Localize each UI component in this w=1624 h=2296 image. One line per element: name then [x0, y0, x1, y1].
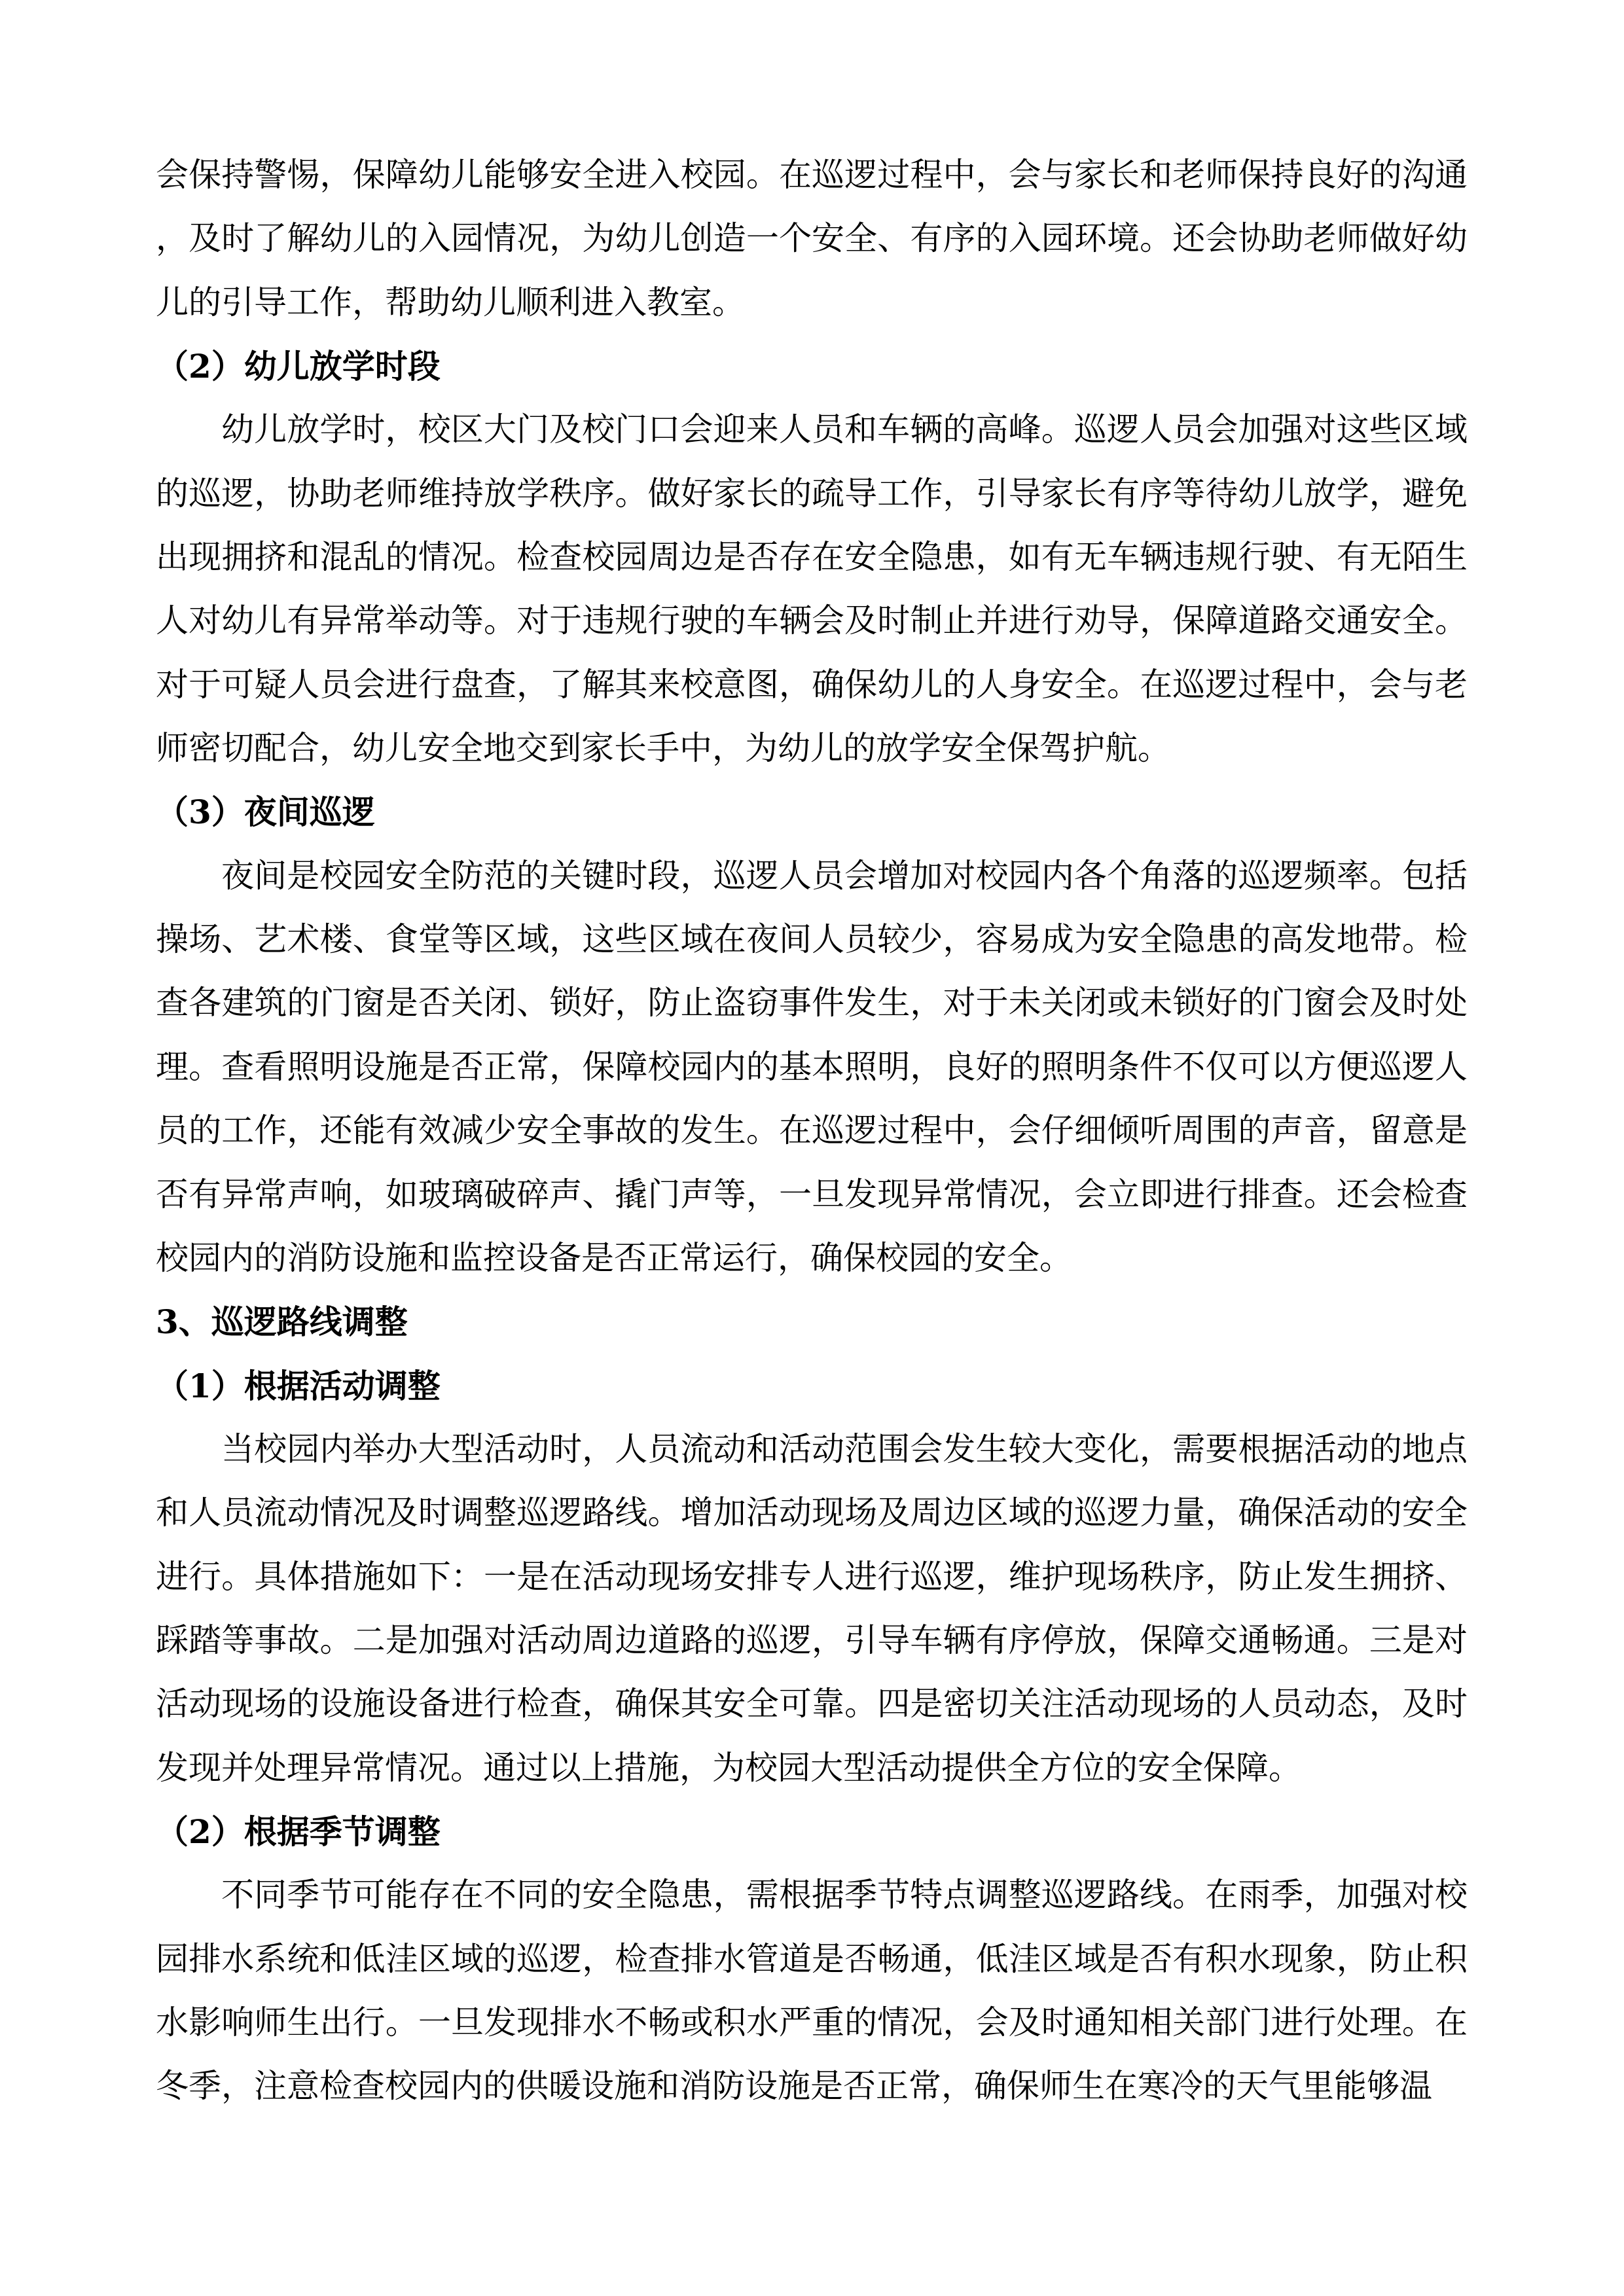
paragraph-entry-patrol-continued: 会保持警惕，保障幼儿能够安全进入校园。在巡逻过程中，会与家长和老师保持良好的沟通，及时了解幼儿的入园情况，为幼儿创造一个安全、有序的入园环境。还会协助老师做好幼儿的引导工作，帮助幼儿顺利进入教室。	[156, 156, 1468, 321]
subheading-adjust-by-season: （2）根据季节调整	[156, 1812, 441, 1851]
document-page	[156, 143, 1468, 2119]
section-heading-route-adjustment: 3、巡逻路线调整	[156, 1302, 408, 1342]
paragraph-dismissal-period: 幼儿放学时，校区大门及校门口会迎来人员和车辆的高峰。巡逻人员会加强对这些区域的巡逻，协助老师维持放学秩序。做好家长的疏导工作，引导家长有序等待幼儿放学，避免出现拥挤和混乱的情况。检查校园周边是否存在安全隐患，如有无车辆违规行驶、有无陌生人对幼儿有异常举动等。对于违规行驶的车辆会及时制止并进行劝导，保障道路交通安全。对于可疑人员会进行盘查，了解其来校意图，确保幼儿的人身安全。在巡逻过程中，会与老师密切配合，幼儿安全地交到家长手中，为幼儿的放学安全保驾护航。	[156, 410, 1468, 768]
subheading-night-patrol: （3）夜间巡逻	[156, 793, 375, 832]
paragraph-adjust-by-season: 不同季节可能存在不同的安全隐患，需根据季节特点调整巡逻路线。在雨季，加强对校园排水系统和低洼区域的巡逻，检查排水管道是否畅通，低洼区域是否有积水现象，防止积水影响师生出行。一旦发现排水不畅或积水严重的情况，会及时通知相关部门进行处理。在冬季，注意检查校园内的供暖设施和消防设施是否正常，确保师生在寒冷的天气里能够温	[156, 1876, 1468, 2106]
subheading-adjust-by-activity: （1）根据活动调整	[156, 1366, 441, 1405]
subheading-dismissal-period: （2）幼儿放学时段	[156, 347, 441, 386]
paragraph-adjust-by-activity: 当校园内举办大型活动时，人员流动和活动范围会发生较大变化，需要根据活动的地点和人员流动情况及时调整巡逻路线。增加活动现场及周边区域的巡逻力量，确保活动的安全进行。具体措施如下：一是在活动现场安排专人进行巡逻，维护现场秩序，防止发生拥挤、踩踏等事故。二是加强对活动周边道路的巡逻，引导车辆有序停放，保障交通畅通。三是对活动现场的设施设备进行检查，确保其安全可靠。四是密切关注活动现场的人员动态，及时发现并处理异常情况。通过以上措施，为校园大型活动提供全方位的安全保障。	[156, 1429, 1468, 1787]
paragraph-night-patrol: 夜间是校园安全防范的关键时段，巡逻人员会增加对校园内各个角落的巡逻频率。包括操场、艺术楼、食堂等区域，这些区域在夜间人员较少，容易成为安全隐患的高发地带。检查各建筑的门窗是否关闭、锁好，防止盗窃事件发生，对于未关闭或未锁好的门窗会及时处理。查看照明设施是否正常，保障校园内的基本照明，良好的照明条件不仅可以方便巡逻人员的工作，还能有效减少安全事故的发生。在巡逻过程中，会仔细倾听周围的声音，留意是否有异常声响，如玻璃破碎声、撬门声等，一旦发现异常情况，会立即进行排查。还会检查校园内的消防设施和监控设备是否正常运行，确保校园的安全。	[156, 856, 1468, 1277]
